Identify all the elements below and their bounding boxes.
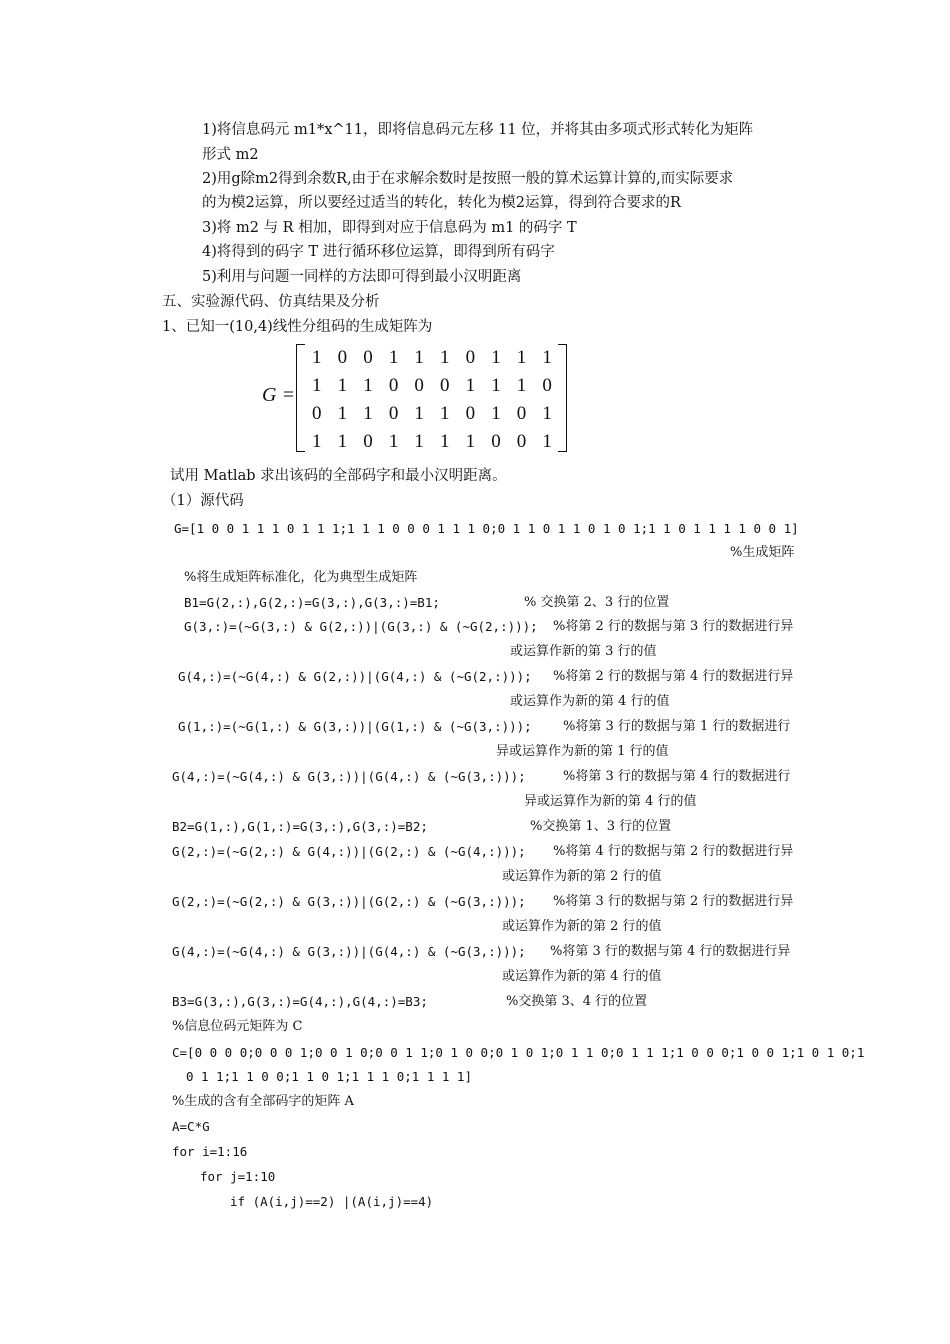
- code-line: G(4,:)=(~G(4,:) & G(3,:))|(G(4,:) & (~G(3,:)));: [172, 769, 526, 784]
- matrix-cell: 1: [414, 431, 424, 452]
- code-comment: 或运算作为新的第 2 行的值: [502, 869, 662, 884]
- code-comment: %将第 3 行的数据与第 4 行的数据进行: [563, 769, 791, 784]
- matrix-cell: 1: [440, 347, 450, 368]
- matrix-row: [304, 428, 560, 456]
- code-line: G(2,:)=(~G(2,:) & G(4,:))|(G(2,:) & (~G(4,:)));: [172, 844, 526, 859]
- matrix-cell: 0: [337, 347, 348, 368]
- matrix-row: [304, 344, 560, 372]
- matrix-cell: 0: [465, 403, 476, 424]
- code-line: G=[1 0 0 1 1 1 0 1 1 1;1 1 1 0 0 0 1 1 1 0;0 1 1 0 1 1 0 1 0 1;1 1 0 1 1 1 1 0 0 1]: [174, 521, 799, 536]
- matrix-cell: 0: [363, 431, 373, 452]
- matrix-cell: 1: [465, 431, 476, 452]
- step-5: 5)利用与问题一同样的方法即可得到最小汉明距离: [202, 269, 522, 285]
- code-comment: %交换第 3、4 行的位置: [506, 994, 648, 1009]
- matrix-cell: 0: [516, 431, 527, 452]
- matrix-cell: 1: [312, 347, 322, 368]
- code-comment: 或运算作为新的第 4 行的值: [510, 694, 670, 709]
- code-comment: %将第 2 行的数据与第 4 行的数据进行异: [553, 669, 794, 684]
- matrix-cell: 0: [542, 375, 552, 396]
- matrix-cell: 1: [337, 403, 348, 424]
- code-comment: 异或运算作为新的第 4 行的值: [524, 794, 697, 809]
- matrix-cell: 1: [542, 403, 552, 424]
- matrix-cell: 1: [388, 347, 399, 368]
- code-comment: %将生成矩阵标准化，化为典型生成矩阵: [184, 570, 418, 585]
- code-comment: %生成的含有全部码字的矩阵 A: [172, 1094, 354, 1109]
- code-line: C=[0 0 0 0;0 0 0 1;0 0 1 0;0 0 1 1;0 1 0 0;0 1 0 1;0 1 1 0;0 1 1 1;1 0 0 0;1 0 0 1;1 0 1 0;1: [172, 1045, 865, 1060]
- code-line: B3=G(3,:),G(3,:)=G(4,:),G(4,:)=B3;: [172, 994, 428, 1009]
- matrix-cell: 1: [491, 375, 501, 396]
- code-line: G(4,:)=(~G(4,:) & G(3,:))|(G(4,:) & (~G(3,:)));: [172, 944, 526, 959]
- code-comment: 或运算作新的第 3 行的值: [510, 644, 657, 659]
- matrix-cell: 1: [312, 375, 322, 396]
- code-comment: %将第 2 行的数据与第 3 行的数据进行异: [553, 619, 794, 634]
- matrix-cell: 1: [363, 403, 373, 424]
- matrix-cell: 1: [312, 431, 322, 452]
- matrix-cell: 1: [542, 431, 552, 452]
- matrix-cell: 0: [440, 375, 450, 396]
- matrix-cell: 1: [337, 431, 348, 452]
- matrix-cell: 1: [414, 347, 424, 368]
- code-comment: %将第 4 行的数据与第 2 行的数据进行异: [553, 844, 794, 859]
- matrix-cell: 1: [516, 375, 527, 396]
- matrix-cell: 0: [312, 403, 322, 424]
- code-line: G(3,:)=(~G(3,:) & G(2,:))|(G(3,:) & (~G(2,:)));: [184, 619, 538, 634]
- step-3: 3)将 m2 与 R 相加，即得到对应于信息码为 m1 的码字 T: [202, 220, 577, 236]
- code-comment: %将第 3 行的数据与第 4 行的数据进行异: [550, 944, 791, 959]
- matrix-cell: 0: [465, 347, 476, 368]
- step-1-cont: 形式 m2: [202, 147, 259, 163]
- step-1: 1)将信息码元 m1*x^11，即将信息码元左移 11 位，并将其由多项式形式转化为矩阵: [202, 122, 754, 138]
- code-comment: 或运算作为新的第 2 行的值: [502, 919, 662, 934]
- question-text: 试用 Matlab 求出该码的全部码字和最小汉明距离。: [170, 468, 507, 484]
- code-comment: %信息位码元矩阵为 C: [172, 1019, 303, 1034]
- code-line: if (A(i,j)==2) |(A(i,j)==4): [230, 1194, 434, 1209]
- step-4: 4)将得到的码字 T 进行循环移位运算，即得到所有码字: [202, 244, 555, 260]
- code-line: G(1,:)=(~G(1,:) & G(3,:))|(G(1,:) & (~G(3,:)));: [178, 719, 532, 734]
- code-line: G(4,:)=(~G(4,:) & G(2,:))|(G(4,:) & (~G(2,:)));: [178, 669, 532, 684]
- matrix-cell: 1: [465, 375, 476, 396]
- matrix-cell: 1: [516, 347, 527, 368]
- step-2: 2)用g除m2得到余数R,由于在求解余数时是按照一般的算术运算计算的,而实际要求: [202, 171, 734, 187]
- code-line: 0 1 1;1 1 0 0;1 1 0 1;1 1 1 0;1 1 1 1]: [186, 1069, 472, 1084]
- matrix-cell: 1: [491, 403, 501, 424]
- code-comment: %将第 3 行的数据与第 1 行的数据进行: [563, 719, 791, 734]
- step-2-cont: 的为模2运算，所以要经过适当的转化，转化为模2运算，得到符合要求的R: [202, 195, 681, 211]
- matrix-cell: 1: [440, 403, 450, 424]
- subsection-title: （1）源代码: [162, 493, 244, 509]
- matrix-cell: 1: [363, 375, 373, 396]
- code-line: for j=1:10: [200, 1169, 276, 1184]
- code-line: A=C*G: [172, 1119, 210, 1134]
- matrix-cell: 0: [388, 375, 399, 396]
- matrix-cell: 0: [388, 403, 399, 424]
- code-line: B1=G(2,:),G(2,:)=G(3,:),G(3,:)=B1;: [184, 595, 440, 610]
- matrix-cell: 0: [363, 347, 373, 368]
- section-title: 五、实验源代码、仿真结果及分析: [162, 294, 380, 310]
- matrix-cell: 1: [388, 431, 399, 452]
- matrix-row: [304, 400, 560, 428]
- code-line: G(2,:)=(~G(2,:) & G(3,:))|(G(2,:) & (~G(3,:)));: [172, 894, 526, 909]
- code-comment: %生成矩阵: [730, 545, 795, 560]
- problem-title: 1、已知一(10,4)线性分组码的生成矩阵为: [162, 319, 433, 335]
- code-comment: 或运算作为新的第 4 行的值: [502, 969, 662, 984]
- code-comment: % 交换第 2、3 行的位置: [524, 595, 670, 610]
- matrix-cell: 1: [440, 431, 450, 452]
- matrix-cell: 1: [414, 403, 424, 424]
- matrix-cell: 1: [491, 347, 501, 368]
- matrix-row: [304, 372, 560, 400]
- matrix-label: G =: [262, 384, 295, 406]
- code-comment: %将第 3 行的数据与第 2 行的数据进行异: [553, 894, 794, 909]
- code-comment: %交换第 1、3 行的位置: [530, 819, 672, 834]
- code-line: B2=G(1,:),G(1,:)=G(3,:),G(3,:)=B2;: [172, 819, 428, 834]
- code-comment: 异或运算作为新的第 1 行的值: [496, 744, 669, 759]
- matrix-cell: 0: [491, 431, 501, 452]
- matrix-cell: 0: [516, 403, 527, 424]
- matrix-cell: 0: [414, 375, 424, 396]
- code-line: for i=1:16: [172, 1144, 248, 1159]
- matrix-cell: 1: [337, 375, 348, 396]
- generator-matrix: [262, 341, 572, 454]
- matrix-cell: 1: [542, 347, 552, 368]
